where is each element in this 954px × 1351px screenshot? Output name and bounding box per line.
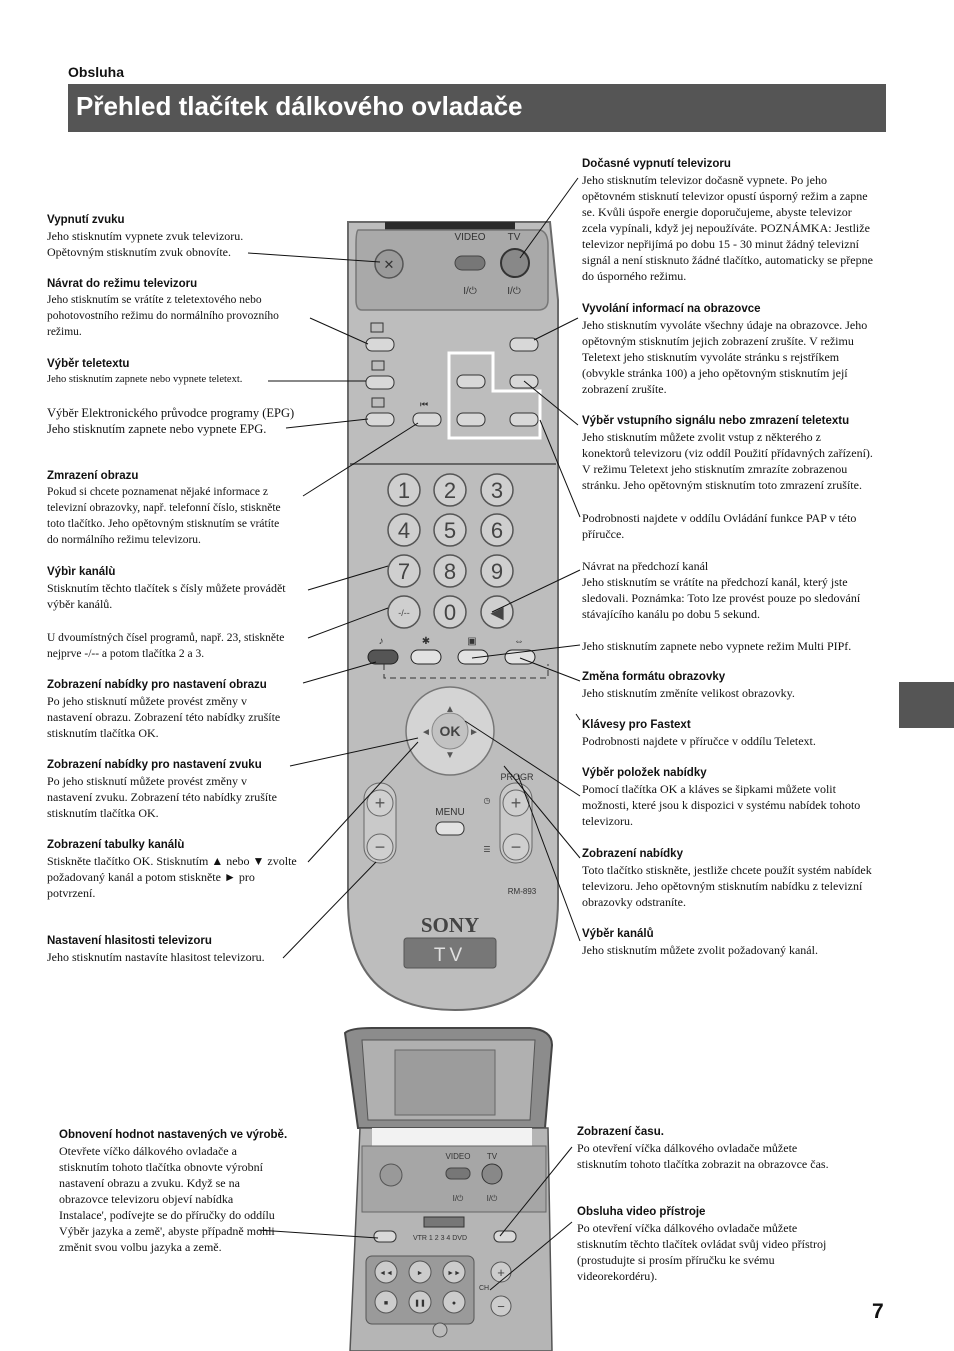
annotation-body: Jeho stisknutím můžete zvolit vstup z některého z konektorů televizoru (viz oddíl Použití přídavných zařízení). V režimu Teletext jeho stisknutím zmrazíte zobrazenou stránku. Jeho opětovným stisknutím toto zmrazení zrušíte. <box>582 430 873 492</box>
reset-button[interactable] <box>374 1231 396 1242</box>
annotation-body: Toto tlačítko stiskněte, jestliže chcete použít systém nabídek televizoru. Jeho opětovným stisknutím nabídku z televizní obrazovky odstraníte. <box>582 863 872 909</box>
annotation-body: Stisknutím těchto tlačítek s čísly můžete provádět výběr kanálů. <box>47 581 286 611</box>
annotation-title: Zobrazení nabídky pro nastavení obrazu <box>47 679 267 691</box>
minus-icon: − <box>510 837 522 857</box>
digit-label: 1 <box>397 478 411 503</box>
list-icon: ☰ <box>483 845 491 854</box>
page-number: 7 <box>872 1300 884 1323</box>
vcr-extra-button[interactable] <box>433 1323 447 1337</box>
picture-icon: ♪ <box>378 636 384 647</box>
digit-label: 0 <box>443 600 457 625</box>
lower-tv-power-button[interactable] <box>482 1164 502 1184</box>
minus-icon: − <box>497 1299 505 1314</box>
annotation-body: Jeho stisknutím vypnete zvuk televizoru. Opětovným stisknutím zvuk obnovíte. <box>47 229 244 259</box>
annotation-title: Výběr kanálů <box>582 928 654 940</box>
pap-button-1[interactable] <box>457 375 485 388</box>
annotation-title: Obnovení hodnot nastavených ve výrobě. <box>59 1129 288 1141</box>
annotation-title: Obsluha video přístroje <box>577 1206 706 1218</box>
annotation-body: Otevřete víčko dálkového ovladače a stisknutím tohoto tlačítka obnovte výrobní nastavení obrazu a zvuku. Když se na obrazovce televizoru objeví nabídka Instalace', podívejte se do příručky do oddílu Výběr jazyka a země', abyste případně mohli změnit svou volbu jazyka a země. <box>59 1144 275 1254</box>
tv-mode-button[interactable] <box>366 338 394 351</box>
lower-video-power-button[interactable] <box>446 1168 470 1179</box>
lower-video-power-label: I/⏻ <box>452 1194 464 1203</box>
annotation-body: Stiskněte tlačítko OK. Stisknutím ▲ nebo ▼ zvolte požadovaný kanál a potom stiskněte ► pro potvrzení. <box>47 854 297 900</box>
annotation-title: Vypnutí zvuku <box>47 214 125 226</box>
annotation-body: Po otevření víčka dálkového ovladače můžete stisknutím tohoto tlačítka zobrazit na obrazovce čas. <box>577 1141 829 1171</box>
arrow-down-icon: ▼ <box>445 750 455 761</box>
sound-icon: ✱ <box>421 636 431 647</box>
model-label: RM-893 <box>507 887 537 896</box>
digit-label: -/-- <box>398 608 410 618</box>
annotation-title: Vyvolání informací na obrazovce <box>582 303 761 315</box>
picture-menu-button[interactable] <box>368 650 398 664</box>
annotation-title: Změna formátu obrazovky <box>582 671 726 683</box>
annotation-body: Pokud si chcete poznamenat nějaké informace z televizní obrazovky, např. telefonní číslo, stiskněte toto tlačítko. Jeho opětovným stisknutím se vrátíte do normálního režimu televizoru. <box>47 486 281 546</box>
digit-label: 4 <box>397 518 411 543</box>
vcr-icon: ❚❚ <box>414 1300 426 1307</box>
annotation-title: Zobrazení tabulky kanálù <box>47 839 185 851</box>
arrow-left-icon: ◄ <box>421 727 431 738</box>
arrow-right-icon: ► <box>469 727 479 738</box>
tv-power-button[interactable] <box>501 249 529 277</box>
annotation-title: Zobrazení nabídky pro nastavení zvuku <box>47 759 262 771</box>
clock-button[interactable] <box>494 1231 516 1242</box>
plus-icon: + <box>374 793 386 813</box>
teletext-button[interactable] <box>366 376 394 389</box>
annotation-body: Po otevření víčka dálkového ovladače můžete stisknutím těchto tlačítek ovládat svůj video přístroj (prostudujte si prosím příručku ke svému videorekordéru). <box>577 1221 827 1283</box>
digit-label: 9 <box>490 559 504 584</box>
digit-label: 7 <box>397 559 411 584</box>
lower-tv-power-label: I/⏻ <box>486 1194 498 1203</box>
annotation-body: Podrobnosti najdete v příručce v oddílu Teletext. <box>582 734 816 748</box>
annotation-body: Jeho stisknutím zapnete nebo vypnete režim Multi PIPf. <box>582 639 852 653</box>
brand-logo: SONY <box>420 913 480 937</box>
annotation-body: U dvoumístných čísel programů, např. 23, stiskněte nejprve -/-- a potom tlačítka 2 a 3. <box>47 632 285 660</box>
digit-label: 5 <box>443 518 457 543</box>
vtr-selector[interactable] <box>424 1217 464 1227</box>
annotation-body: Jeho stisknutím vyvoláte všechny údaje na obrazovce. Jeho opětovným stisknutím jejich zobrazení zrušíte. V režimu Teletext jeho stisknutím vyvoláte stránku s rejstříkem (obvykle stránka 100) a jeho opětovným stisknutím její zobrazení zrušíte. <box>582 318 868 396</box>
clock-icon: ◷ <box>483 796 491 805</box>
vcr-icon: ►► <box>447 1270 461 1277</box>
sound-menu-button[interactable] <box>411 650 441 664</box>
lower-video-label: VIDEO <box>445 1152 471 1161</box>
annotation-title: Nastavení hlasitosti televizoru <box>47 935 212 947</box>
tv-power-label: I/⏻ <box>507 286 521 297</box>
digit-label: ◄ <box>486 600 508 625</box>
mute-icon: ✕ <box>383 257 395 272</box>
annotation-title: Výbìr kanálù <box>47 566 116 578</box>
freeze-icon: ⏮ <box>419 399 429 409</box>
tv-logo: TV <box>433 945 467 966</box>
annotation-body: Jeho stisknutím změníte velikost obrazovky. <box>582 686 795 700</box>
lower-tv-label: TV <box>486 1152 498 1161</box>
vcr-icon: ► <box>416 1270 424 1277</box>
tv-label: TV <box>507 232 521 243</box>
menu-label: MENU <box>435 807 465 818</box>
digit-label: 2 <box>443 478 457 503</box>
annotation-title: Výběr teletextu <box>47 358 130 370</box>
annotation-title: Zobrazení času. <box>577 1126 664 1138</box>
pap-button-3[interactable] <box>510 413 538 426</box>
epg-button[interactable] <box>366 413 394 426</box>
plus-icon: + <box>510 793 522 813</box>
annotation-body: Jeho stisknutím televizor dočasně vypnete. Po jeho opětovném stisknutí televizor opustí úsporný režim a zapne se. Kvůli úspoře energie doporučujeme, abyste televizor zcela vypínali, když jej nepoužíváte. POZNÁMKA: Jestliže televizor nepřijímá po dobu 15 - 30 minut žádný televizní signál a není stisknuto žádné tlačítko, automaticky se přepne do úsporného režimu. <box>582 173 873 283</box>
ok-label: OK <box>439 723 461 739</box>
format-icon: ⇔ <box>514 636 524 647</box>
annotation-body: Pomocí tlačítka OK a kláves se šipkami můžete volit možnosti, které jsou k dispozici v systému nabídek tohoto televizoru. <box>582 782 861 828</box>
annotation-body: Po jeho stisknutí můžete provést změny v nastavení obrazu. Zobrazení této nabídky zrušíte stisknutím tlačítka OK. <box>47 694 281 740</box>
ch-label: CH <box>478 1285 490 1292</box>
video-label: VIDEO <box>454 232 486 243</box>
vtr-selector-label: VTR 1 2 3 4 DVD <box>412 1235 468 1242</box>
minus-icon: − <box>374 837 386 857</box>
annotation-title: Klávesy pro Fastext <box>582 719 691 731</box>
annotation-title: Dočasné vypnutí televizoru <box>582 158 731 170</box>
lower-mute-button[interactable] <box>380 1164 402 1186</box>
annotation-body: Podrobnosti najdete v oddílu Ovládání funkce PAP v této příručce. <box>582 511 857 541</box>
info-button[interactable] <box>510 338 538 351</box>
pip-icon: ▣ <box>467 636 477 647</box>
annotation-title: Zobrazení nabídky <box>582 848 683 860</box>
plus-icon: + <box>497 1265 505 1280</box>
annotation-body: Návrat na předchozí kanál Jeho stisknutím se vrátíte na předchozí kanál, který jste sledovali. Poznámka: Toto lze provést pouze po sledování stávajícího kanálu po dobu 5 sekund. <box>582 559 861 621</box>
menu-button[interactable] <box>436 822 464 835</box>
annotation-title: Návrat do režimu televizoru <box>47 278 198 290</box>
video-power-button[interactable] <box>455 256 485 270</box>
annotation-body: Jeho stisknutím se vrátíte z teletextového nebo pohotovostního režimu do normálního provozního režimu. <box>47 294 279 338</box>
annotation-body: Jeho stisknutím nastavíte hlasitost televizoru. <box>47 950 265 964</box>
vcr-icon: ● <box>451 1300 457 1307</box>
annotation-body: Po jeho stisknutí můžete provést změny v nastavení zvuku. Zobrazení této nabídky zrušíte stisknutím tlačítka OK. <box>47 774 277 820</box>
arrow-up-icon: ▲ <box>445 704 455 715</box>
vcr-icon: ◄◄ <box>379 1270 393 1277</box>
annotation-body: Výběr Elektronického průvodce programy (EPG) Jeho stisknutím zapnete nebo vypnete EPG. <box>47 406 295 436</box>
annotation-title: Výběr položek nabídky <box>582 767 707 779</box>
annotation-body: Jeho stisknutím můžete zvolit požadovaný kanál. <box>582 943 818 957</box>
progr-label: PROGR <box>500 772 534 782</box>
annotation-body: Jeho stisknutím zapnete nebo vypnete teletext. <box>47 374 243 385</box>
annotation-title: Zmrazení obrazu <box>47 470 139 482</box>
remote-upper <box>348 222 558 1010</box>
digit-label: 3 <box>490 478 504 503</box>
section-label: Obsluha <box>68 64 125 80</box>
digit-label: 6 <box>490 518 504 543</box>
digit-label: 8 <box>443 559 457 584</box>
page-title: Přehled tlačítek dálkového ovladače <box>76 91 523 121</box>
vcr-icon: ■ <box>383 1300 389 1307</box>
annotation-title: Výběr vstupního signálu nebo zmrazení teletextu <box>582 415 850 427</box>
pap-button-2[interactable] <box>457 413 485 426</box>
video-power-label: I/⏻ <box>463 286 477 297</box>
remote-lower <box>345 1028 552 1351</box>
